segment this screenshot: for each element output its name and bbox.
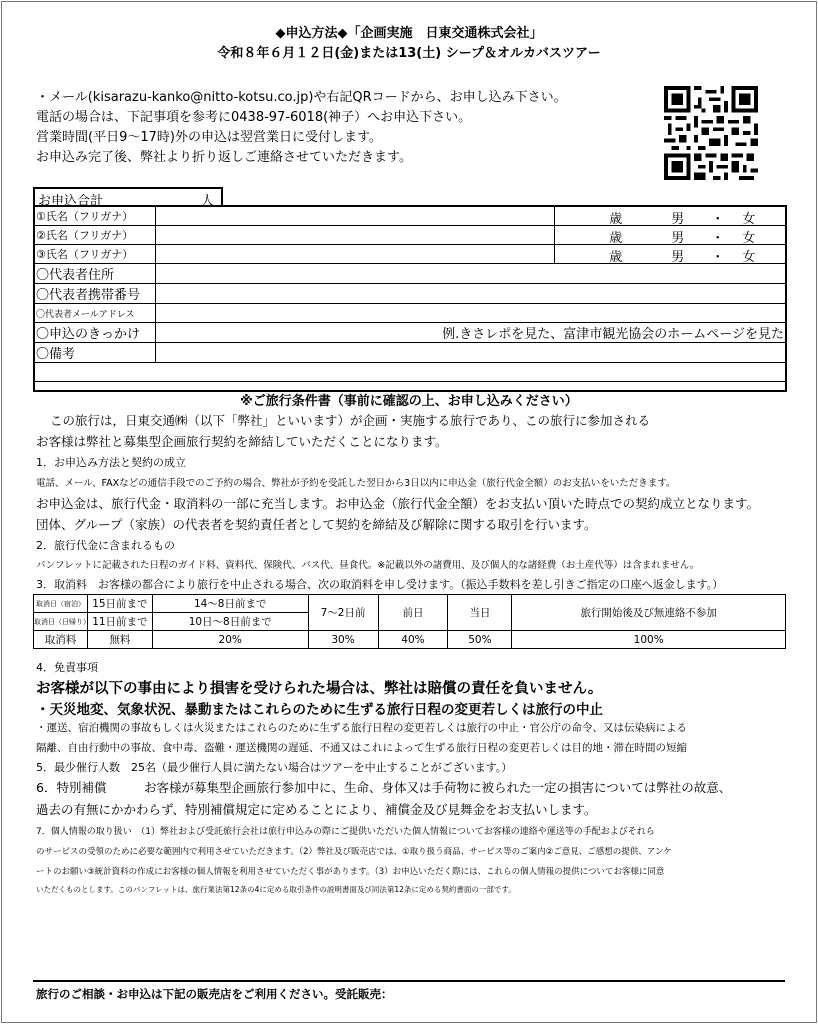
age-label: 歳 bbox=[609, 250, 623, 265]
female-option[interactable]: 女 bbox=[742, 212, 756, 227]
page bbox=[1, 1, 817, 1023]
cancel-fee-5: 50% bbox=[448, 631, 512, 649]
conditions-p1a: この旅行は，日東交通㈱（以下「弊社」といいます）が企画・実施する旅行であり、この旅行に参加される bbox=[50, 413, 651, 428]
email-field[interactable] bbox=[155, 304, 786, 323]
remarks-field-2[interactable] bbox=[34, 363, 787, 382]
section-7-d: いただくものとします。このパンフレットは、旅行業法第12条の4に定める取引条件の説明書面及び同法第12条に定める契約書面の一部です。 bbox=[36, 885, 516, 894]
conditions-p1b: お客様は弊社と募集型企画旅行契約を締結していただくことになります。 bbox=[36, 434, 448, 449]
cancel-r1-c2: 14～8日前まで bbox=[152, 595, 308, 613]
remarks-label: 〇備考 bbox=[34, 343, 156, 363]
cancel-r2-c2: 10日～8日前まで bbox=[152, 613, 308, 631]
intro-line-1: ・メール(kisarazu-kanko@nitto-kotsu.co.jp)や右記QRコードから、お申し込み下さい。 bbox=[36, 90, 567, 105]
total-unit: 人 bbox=[201, 194, 215, 209]
qr-code-icon[interactable] bbox=[664, 86, 758, 180]
section-1-b: お申込金は、旅行代金・取消料の一部に充当します。お申込金（旅行代金全額）をお支払い頂いた時点での契約成立となります。 bbox=[36, 496, 760, 511]
address-field[interactable] bbox=[155, 264, 786, 284]
section-2-a: パンフレットに記載された日程のガイド料、資料代、保険代、バス代、昼食代。※記載以外の諸費用、及び個人的な諸経費（お土産代等）は含まれません。 bbox=[36, 560, 700, 571]
email-label: 〇代表者メールアドレス bbox=[34, 304, 156, 323]
disclaimer-d2: 隔離、自由行動中の事故、食中毒、盗難・運送機関の遅延、不通又はこれによって生ずる旅行日程の変更若しくは目的地・滞在時間の短縮 bbox=[36, 742, 687, 754]
intro-line-2: 電話の場合は、下記事項を参考に0438-97-6018(神子）へお申込下さい。 bbox=[36, 110, 472, 125]
cancel-r2-c1: 11日前まで bbox=[87, 613, 152, 631]
female-option[interactable]: 女 bbox=[742, 231, 756, 246]
section-1-a: 電話、メール、FAXなどの通信手段でのご予約の場合、弊社が予約を受託した翌日から3日以内に申込金（旅行代金全額）のお支払いをいただきます。 bbox=[36, 478, 676, 489]
male-option[interactable]: 男 bbox=[671, 250, 685, 265]
remarks-field[interactable] bbox=[155, 343, 786, 363]
name-label-2: ②氏名（フリガナ） bbox=[34, 226, 156, 245]
name-field-2[interactable] bbox=[155, 226, 554, 245]
name-field-1[interactable] bbox=[155, 207, 554, 226]
separator: ・ bbox=[711, 250, 725, 265]
name-row-2[interactable] bbox=[34, 226, 787, 245]
phone-field[interactable] bbox=[155, 284, 786, 304]
disclaimer-big-1: お客様が以下の事由により損害を受けられた場合は、弊社は賠償の責任を負いません。 bbox=[36, 681, 603, 697]
disclaimer-big-2: ・天災地変、気象状況、暴動またはこれらのために生ずる旅行日程の変更若しくは旅行の中止 bbox=[36, 702, 603, 718]
trigger-field[interactable] bbox=[155, 323, 786, 343]
name-field-3[interactable] bbox=[155, 245, 554, 264]
table-row bbox=[34, 631, 786, 649]
conditions-heading: ※ご旅行条件書（事前に確認の上、お申し込みください） bbox=[240, 394, 578, 409]
cancel-r2-label: 取消日（日帰り） bbox=[34, 613, 88, 631]
separator: ・ bbox=[711, 231, 725, 246]
cancel-r1-label: 取消日（宿泊） bbox=[34, 595, 88, 613]
footer-text: 旅行のご相談・お申込は下記の販売店をご利用ください。受託販売： bbox=[36, 987, 393, 1001]
section-4-title: 4．免責事項 bbox=[36, 661, 98, 674]
trigger-row[interactable] bbox=[34, 323, 787, 343]
title-line-2: 令和８年６月１２日(金)または13(土) シープ＆オルカバスツアー bbox=[217, 46, 601, 61]
cancel-r1-c1: 15日前まで bbox=[87, 595, 152, 613]
cancel-fee-6: 100% bbox=[512, 631, 786, 649]
intro-line-3: 営業時間(平日9～17時)外の申込は翌営業日に受付します。 bbox=[36, 130, 382, 145]
trigger-example: 例.きさレポを見た、富津市観光協会のホームページを見た bbox=[442, 327, 784, 342]
cancel-fee-2: 20% bbox=[152, 631, 308, 649]
separator: ・ bbox=[711, 212, 725, 227]
cancel-fee-4: 40% bbox=[378, 631, 448, 649]
section-7-c: ートのお願い③統計資料の作成にお客様の個人情報を利用させていただく事があります。（3）お申込いただく際には、これらの個人情報の提供についてお客様に同意 bbox=[36, 867, 665, 877]
address-label: 〇代表者住所 bbox=[34, 264, 156, 284]
cancel-h6: 旅行開始後及び無連絡不参加 bbox=[512, 595, 786, 631]
remarks-row-2[interactable] bbox=[34, 363, 787, 382]
title-line-1: ◆申込方法◆「企画実施 日東交通株式会社」 bbox=[275, 26, 543, 41]
disclaimer-d1: ・運送、宿泊機関の事故もしくは火災またはこれらのために生ずる旅行日程の変更若しくは旅行の中止・官公庁の命令、又は伝染病による bbox=[36, 722, 687, 734]
name-label-1: ①氏名（フリガナ） bbox=[34, 207, 156, 226]
footer-divider bbox=[33, 980, 785, 982]
cancel-h4: 前日 bbox=[378, 595, 448, 631]
section-3-title: 3．取消料 お客様の都合により旅行を中止される場合、次の取消料を申し受けます。（振込手数料を差し引きご指定の口座へ返金します。） bbox=[36, 578, 724, 591]
age-label: 歳 bbox=[609, 231, 623, 246]
age-label: 歳 bbox=[609, 212, 623, 227]
section-1-title: 1．お申込み方法と契約の成立 bbox=[36, 456, 186, 469]
cancel-fee-3: 30% bbox=[308, 631, 378, 649]
address-row[interactable] bbox=[34, 264, 787, 284]
cancel-h5: 当日 bbox=[448, 595, 512, 631]
cancel-fee-label: 取消料 bbox=[34, 631, 88, 649]
section-5: 5．最少催行人数 25名（最少催行人員に満たない場合はツアーを中止することがございます。） bbox=[36, 761, 513, 774]
total-label: お申込合計 bbox=[38, 194, 104, 209]
name-row-3[interactable] bbox=[34, 245, 787, 264]
section-6-b: 過去の有無にかかわらず、特別補償規定に定めることにより、補償金及び見舞金をお支払いします。 bbox=[36, 802, 597, 817]
male-option[interactable]: 男 bbox=[671, 231, 685, 246]
table-row bbox=[34, 595, 786, 613]
name-label-3: ③氏名（フリガナ） bbox=[34, 245, 156, 264]
phone-row[interactable] bbox=[34, 284, 787, 304]
section-2-title: 2．旅行代金に含まれるもの bbox=[36, 539, 175, 552]
phone-label: 〇代表者携帯番号 bbox=[34, 284, 156, 304]
section-1-c: 団体、グループ（家族）の代表者を契約責任者として契約を締結及び解除に関する取引を行います。 bbox=[36, 517, 597, 532]
intro-line-4: お申込み完了後、弊社より折り返しご連絡させていただきます。 bbox=[36, 150, 412, 165]
trigger-label: 〇申込のきっかけ bbox=[34, 323, 156, 343]
male-option[interactable]: 男 bbox=[671, 212, 685, 227]
age-sex-1[interactable] bbox=[555, 207, 787, 226]
remarks-row[interactable] bbox=[34, 343, 787, 363]
age-sex-3[interactable] bbox=[555, 245, 787, 264]
section-6-a: 6．特別補償 お客様が募集型企画旅行参加中に、生命、身体又は手荷物に被られた一定の損害については弊社の故意、 bbox=[36, 780, 732, 795]
cancellation-table bbox=[33, 594, 786, 649]
email-row[interactable] bbox=[34, 304, 787, 323]
female-option[interactable]: 女 bbox=[742, 250, 756, 265]
cancel-fee-1: 無料 bbox=[87, 631, 152, 649]
name-row-1[interactable] bbox=[34, 207, 787, 226]
age-sex-2[interactable] bbox=[555, 226, 787, 245]
application-form bbox=[33, 206, 787, 382]
cancel-h3: 7～2日前 bbox=[308, 595, 378, 631]
section-7-b: のサービスの受領のために必要な範囲内で利用させていただきます。（2）弊社及び販売店では、①取り扱う商品、サービス等のご案内②ご意見、ご感想の提供、アンケ bbox=[36, 847, 672, 857]
section-7-a: 7．個人情報の取り扱い （1）弊社および受託旅行会社は旅行申込みの際にご提供いただいた個人情報についてお客様の連絡や運送等の手配およびそれら bbox=[36, 827, 655, 837]
total-box[interactable] bbox=[33, 187, 223, 209]
